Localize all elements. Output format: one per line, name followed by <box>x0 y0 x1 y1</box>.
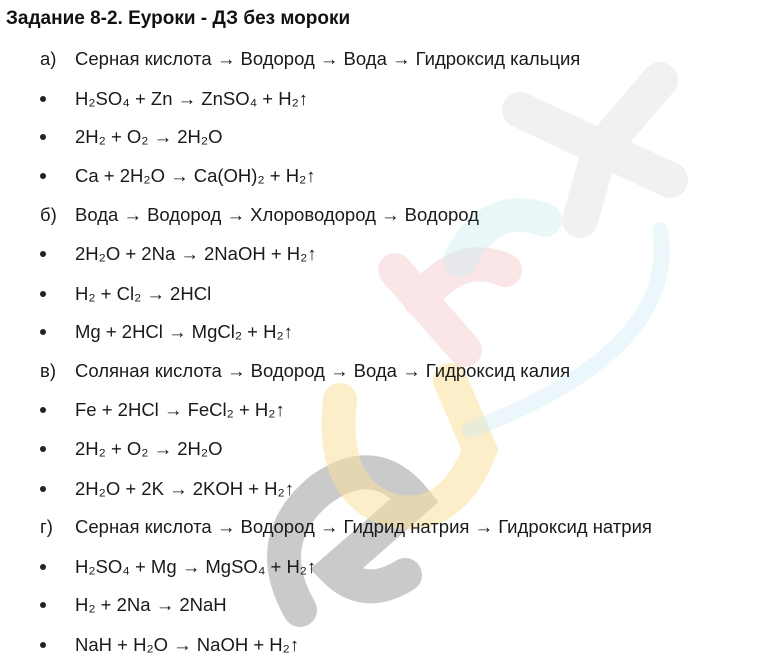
bullet-icon <box>40 486 46 492</box>
section-marker: г) <box>40 516 53 537</box>
bullet-icon <box>40 602 46 608</box>
equation-text: Mg + 2HCl → MgCl₂ + H₂↑ <box>75 321 293 342</box>
equation-text: H₂ + Cl₂ → 2HCl <box>75 283 212 304</box>
equation-text: 2H₂ + O₂ → 2H₂O <box>75 126 223 147</box>
heading-text: Соляная кислота → Водород → Вода → Гидроксид калия <box>75 360 571 381</box>
bullet-icon <box>40 134 46 140</box>
bullet-icon <box>40 96 46 102</box>
bullet-icon <box>40 173 46 179</box>
page-title: Задание 8-2. Еуроки - ДЗ без мороки <box>6 8 351 29</box>
section-marker: а) <box>40 48 57 69</box>
equation-text: Ca + 2H₂O → Ca(OH)₂ + H₂↑ <box>75 165 316 186</box>
bullet-icon <box>40 564 46 570</box>
section-marker: в) <box>40 360 56 381</box>
heading-text: Серная кислота → Водород → Вода → Гидроксид кальция <box>75 48 581 69</box>
bullet-icon <box>40 291 46 297</box>
equation-text: H₂ + 2Na → 2NaH <box>75 594 227 615</box>
bullet-icon <box>40 407 46 413</box>
bullet-icon <box>40 251 46 257</box>
equation-text: Fe + 2HCl → FeCl₂ + H₂↑ <box>75 399 285 420</box>
bullet-icon <box>40 446 46 452</box>
bullet-icon <box>40 329 46 335</box>
bullet-icon <box>40 642 46 648</box>
equation-text: NaH + H₂O → NaOH + H₂↑ <box>75 634 300 655</box>
equation-text: H₂SO₄ + Mg → MgSO₄ + H₂↑ <box>75 556 317 577</box>
equation-text: 2H₂O + 2Na → 2NaOH + H₂↑ <box>75 243 317 264</box>
equation-text: 2H₂ + O₂ → 2H₂O <box>75 438 223 459</box>
heading-text: Серная кислота → Водород → Гидрид натрия → Гидроксид натрия <box>75 516 652 537</box>
section-marker: б) <box>40 204 57 225</box>
equation-text: H₂SO₄ + Zn → ZnSO₄ + H₂↑ <box>75 88 309 109</box>
heading-text: Вода → Водород → Хлороводород → Водород <box>75 204 479 225</box>
equation-text: 2H₂O + 2K → 2KOH + H₂↑ <box>75 478 294 499</box>
